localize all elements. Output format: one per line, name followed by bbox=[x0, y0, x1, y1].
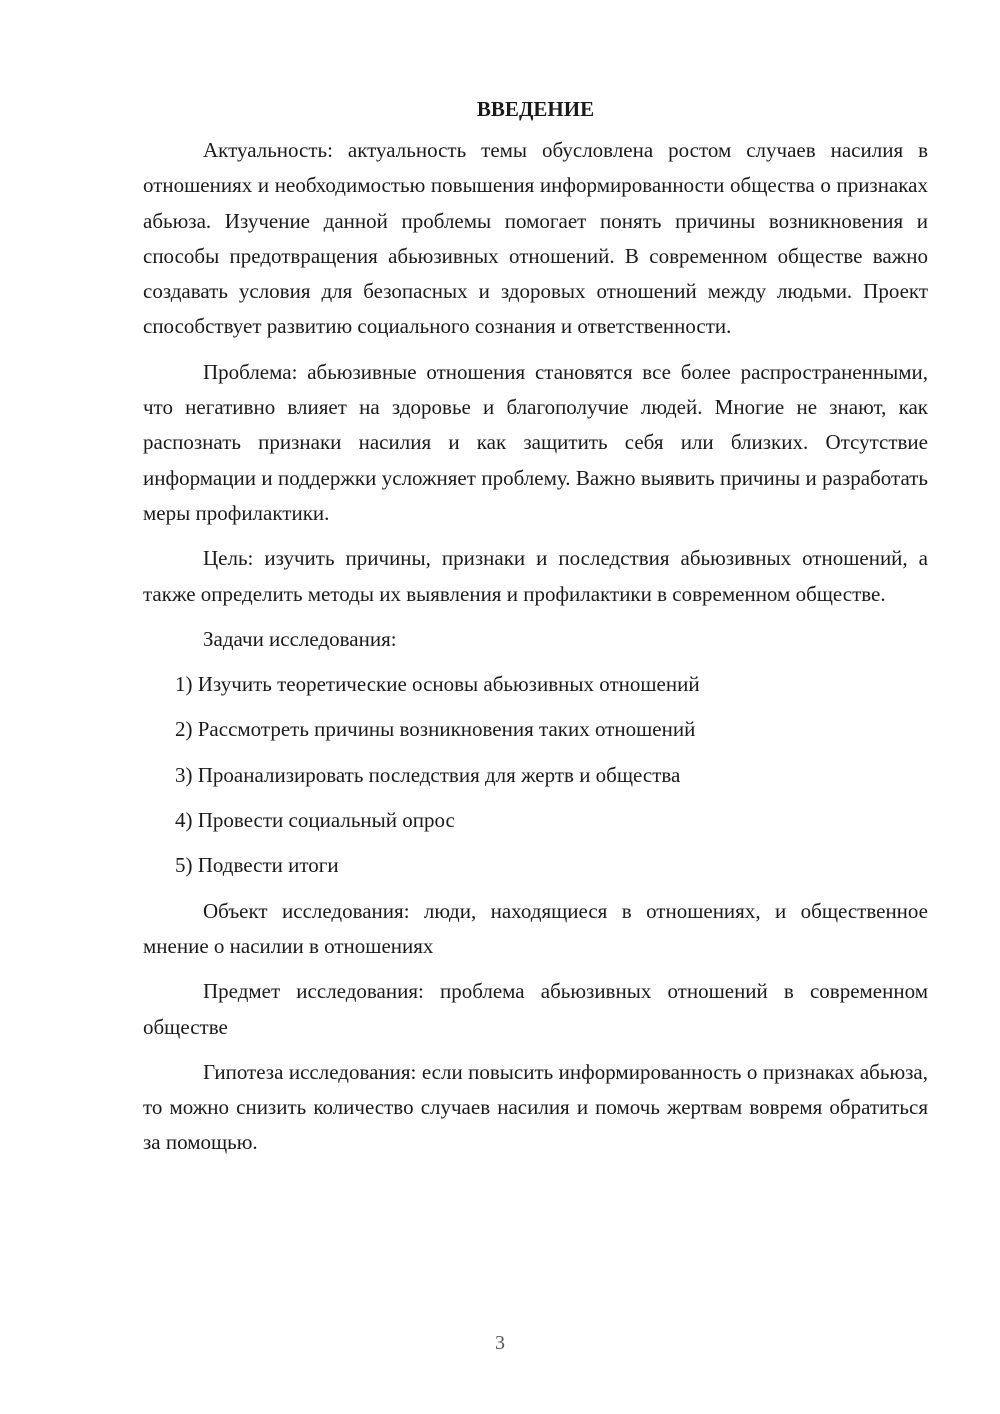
document-title: ВВЕДЕНИЕ bbox=[476, 97, 595, 121]
paragraph-subject: Предмет исследования: проблема абьюзивных отношений в современном обществе bbox=[143, 979, 928, 1039]
paragraph-goal: Цель: изучить причины, признаки и последствия абьюзивных отношений, а также определить методы их выявления и профилактики в современном обществе. bbox=[143, 546, 928, 606]
tasks-list bbox=[143, 667, 928, 883]
tasks-heading: Задачи исследования: bbox=[203, 626, 397, 651]
task-item-5: 5) Подвести итоги bbox=[175, 853, 339, 878]
task-item-1: 1) Изучить теоретические основы абьюзивных отношений bbox=[175, 672, 700, 697]
paragraph-hypothesis: Гипотеза исследования: если повысить информированность о признаках абьюза, то можно снизить количество случаев насилия и помочь жертвам вовремя обратиться за помощью. bbox=[143, 1059, 928, 1155]
paragraph-relevance: Актуальность: актуальность темы обусловлена ростом случаев насилия в отношениях и необходимостью повышения информированности общества о признаках абьюза. Изучение данной проблемы помогает понять причины возникновения и способы предотвращения абьюзивных отношений. В современном обществе важно создавать условия для безопасных и здоровых отношений между людьми. Проект способствует развитию социального сознания и ответственности. bbox=[143, 138, 928, 339]
page-number: 3 bbox=[495, 1332, 505, 1354]
paragraph-object: Объект исследования: люди, находящиеся в отношениях, и общественное мнение о насилии в отношениях bbox=[143, 898, 928, 958]
task-item-2: 2) Рассмотреть причины возникновения таких отношений bbox=[175, 717, 696, 742]
document-page bbox=[143, 92, 928, 1171]
paragraph-problem: Проблема: абьюзивные отношения становятся все более распространенными, что негативно влияет на здоровье и благополучие людей. Многие не знают, как распознать признаки насилия и как защитить себя или близких. Отсутствие информации и поддержки усложняет проблему. Важно выявить причины и разработать меры профилактики. bbox=[143, 359, 928, 525]
task-item-4: 4) Провести социальный опрос bbox=[175, 808, 455, 833]
task-item-3: 3) Проанализировать последствия для жертв и общества bbox=[175, 762, 681, 787]
